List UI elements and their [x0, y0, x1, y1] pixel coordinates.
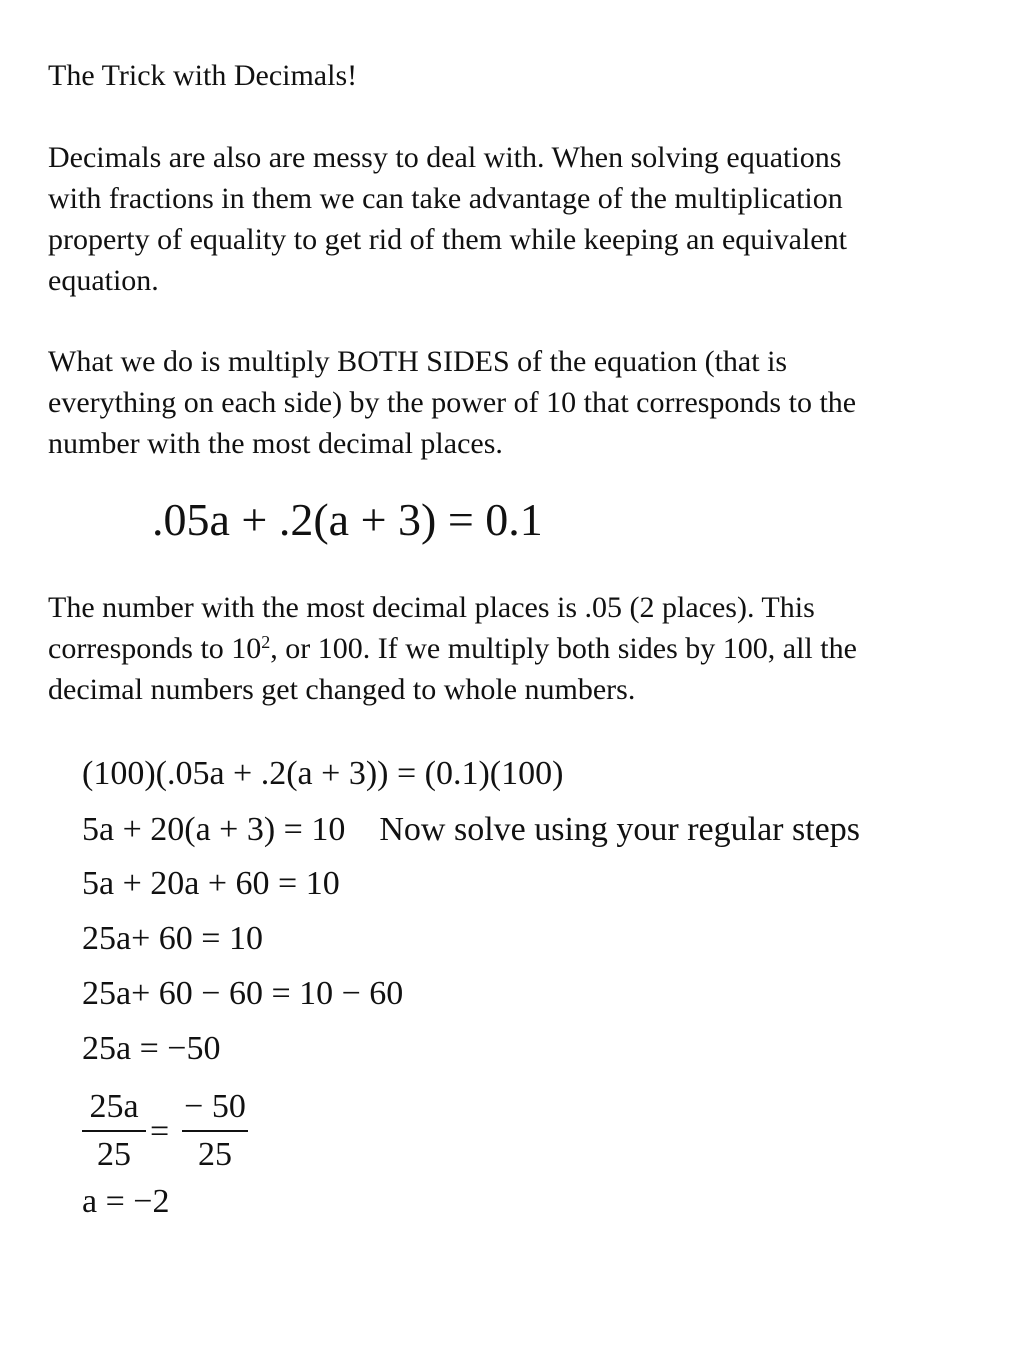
solution-step-5: 25a+ 60 − 60 = 10 − 60: [82, 975, 404, 1012]
paragraph-line: number with the most decimal places.: [48, 427, 503, 460]
solution-step-3: 5a + 20a + 60 = 10: [82, 865, 340, 902]
paragraph-line: Decimals are also are messy to deal with. When solving equations: [48, 141, 842, 174]
example-equation: .05a + .2(a + 3) = 0.1: [152, 494, 543, 545]
page-title: The Trick with Decimals!: [48, 59, 358, 92]
equals-sign: =: [150, 1113, 170, 1150]
left-fraction: [82, 1084, 146, 1178]
paragraph-line: property of equality to get rid of them while keeping an equivalent: [48, 223, 847, 256]
fraction-numerator: − 50: [184, 1088, 246, 1125]
solution-final: a = −2: [82, 1183, 170, 1220]
paragraph-line: The number with the most decimal places is .05 (2 places). This: [48, 591, 815, 624]
step-note: Now solve using your regular steps: [379, 811, 861, 848]
paragraph-line: everything on each side) by the power of 10 that corresponds to the: [48, 386, 857, 419]
paragraph-line: equation.: [48, 264, 159, 297]
step-equation: 5a + 20(a + 3) = 10: [82, 811, 346, 848]
right-fraction: [182, 1084, 248, 1178]
method-paragraph: [48, 341, 856, 464]
intro-paragraph: [48, 137, 847, 301]
fraction-denominator: 25: [198, 1136, 232, 1173]
paragraph-line: What we do is multiply BOTH SIDES of the equation (that is: [48, 345, 788, 378]
paragraph-line: with fractions in them we can take advantage of the multiplication: [48, 182, 843, 215]
line-text: corresponds to 10: [48, 632, 262, 665]
solution-step-1: (100)(.05a + .2(a + 3)) = (0.1)(100): [82, 755, 564, 792]
paragraph-line: [48, 628, 857, 669]
fraction-numerator: 25a: [89, 1088, 139, 1125]
solution-step-4: 25a+ 60 = 10: [82, 920, 263, 957]
explanation-paragraph: [48, 587, 857, 710]
paragraph-line: decimal numbers get changed to whole numbers.: [48, 673, 636, 706]
fraction-denominator: 25: [97, 1136, 131, 1173]
line-text: , or 100. If we multiply both sides by 100, all the: [270, 632, 857, 665]
solution-step-2: [82, 808, 860, 852]
solution-step-6: 25a = −50: [82, 1030, 221, 1067]
exponent: 2: [261, 632, 271, 652]
